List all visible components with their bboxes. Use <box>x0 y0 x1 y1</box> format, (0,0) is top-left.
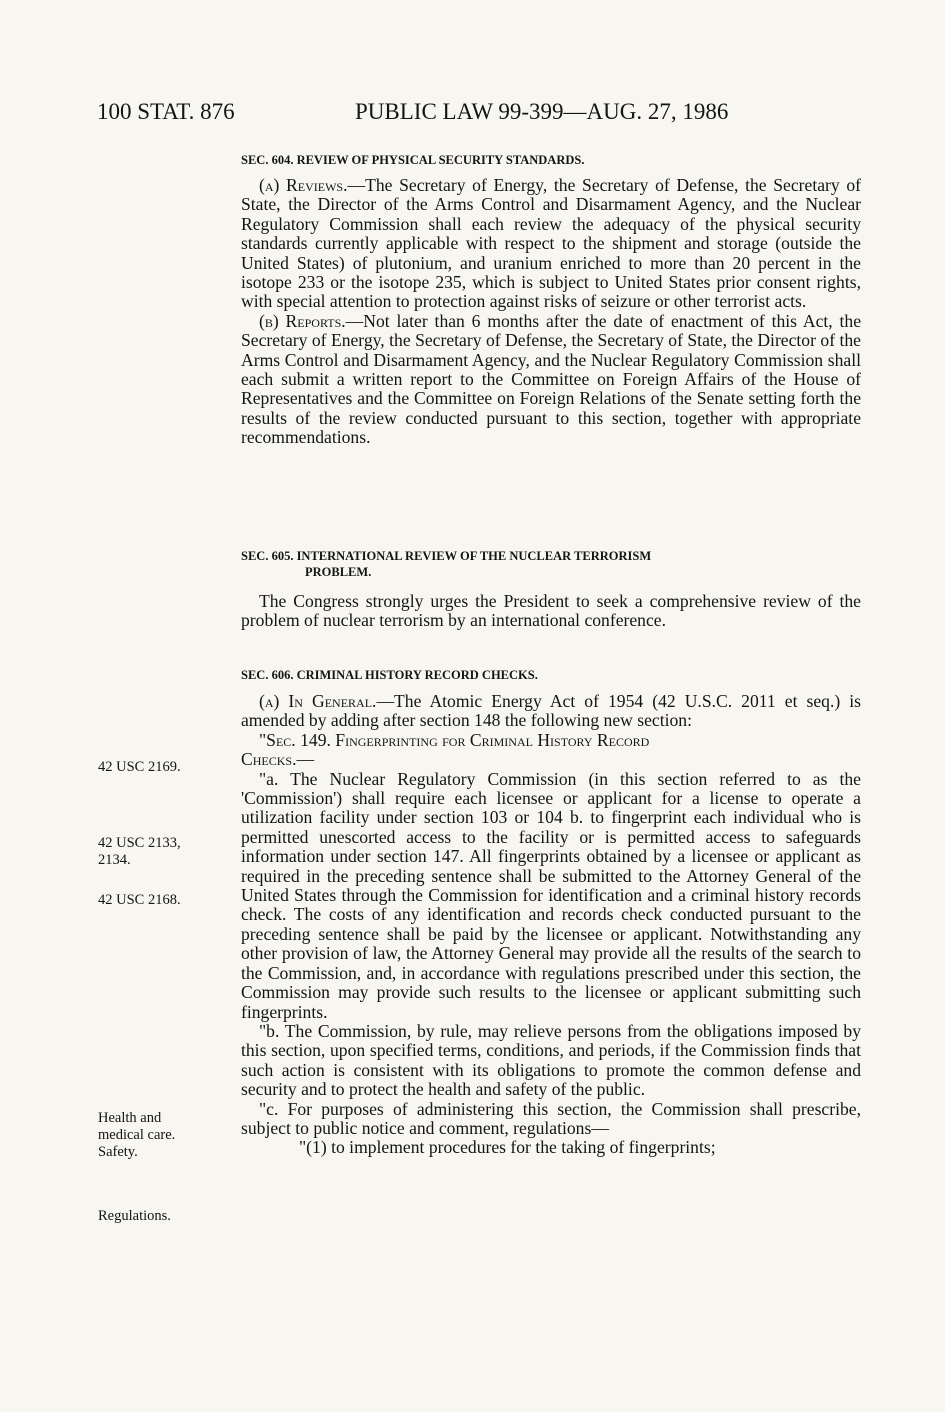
sec-605-heading: SEC. 605. INTERNATIONAL REVIEW OF THE NUCLEAR TERRORISM PROBLEM. <box>241 549 652 579</box>
sec-605-para: The Congress strongly urges the President to seek a comprehensive review of the problem of nuclear terrorism by an international conference. <box>241 591 861 631</box>
sec-149-para-c1: "(1) to implement procedures for the taking of fingerprints; <box>299 1137 716 1158</box>
sec-604-heading: SEC. 604. REVIEW OF PHYSICAL SECURITY STANDARDS. <box>241 153 585 167</box>
sec-604-body <box>241 176 861 448</box>
sec-604-para-b: (b) Reports.—Not later than 6 months after the date of enactment of this Act, the Secretary of Energy, the Secretary of Defense, the Secretary of State, the Director of the Arms Control and Disarmament Agency, and the Nuclear Regulatory Commission shall each submit a written report to the Committee on Foreign Affairs of the House of Representatives and the Committee on Foreign Relations of the Senate setting forth the results of the review conducted pursuant to this section, together with appropriate recommendations. <box>241 310 861 448</box>
sec-149-para-c: "c. For purposes of administering this section, the Commission shall prescribe, subject to public notice and comment, regulations— <box>241 1098 861 1138</box>
sec-149-heading: "Sec. 149. Fingerprinting for Criminal History Record Checks.— <box>241 729 650 770</box>
margin-note-regulations: Regulations. <box>98 1208 171 1224</box>
page-header <box>97 97 845 127</box>
margin-note-42-usc-2133: 42 USC 2133, 2134. <box>98 835 181 868</box>
sec-605-body <box>241 592 861 631</box>
sec-606-heading: SEC. 606. CRIMINAL HISTORY RECORD CHECKS. <box>241 668 538 682</box>
sec-606-para-a: (a) In General.—The Atomic Energy Act of 1954 (42 U.S.C. 2011 et seq.) is amended by adding after section 148 the following new section: <box>241 691 861 731</box>
margin-note-42-usc-2168: 42 USC 2168. <box>98 892 181 908</box>
sec-149-para-b: "b. The Commission, by rule, may relieve persons from the obligations imposed by this section, upon specified terms, conditions, and periods, if the Commission finds that such action is consistent with its obligations to promote the common defense and security and to protect the health and safety of the public. <box>241 1020 861 1100</box>
stat-page-reference: 100 STAT. 876 <box>97 99 235 124</box>
sec-149-para-a: "a. The Nuclear Regulatory Commission (in this section referred to as the 'Commission') shall require each licensee or applicant for a license to operate a utilization facility under section 103 or 104 b. to fingerprint each individual who is permitted unescorted access to the facility or is permitted access to safeguards information under section 147. All fingerprints obtained by a licensee or applicant as required in the preceding sentence shall be submitted to the Attorney General of the United States through the Commission for identification and a criminal history records check. The costs of any identification and records check conducted pursuant to the preceding sentence shall be paid by the licensee or applicant. Notwithstanding any other provision of law, the Attorney General may provide all the results of the search to the Commission, and, in accordance with regulations prescribed under this section, the Commission may provide such results to the licensee or applicant submitting such fingerprints. <box>241 768 861 1022</box>
sec-604-para-a: (a) Reviews.—The Secretary of Energy, the Secretary of Defense, the Secretary of State, the Director of the Arms Control and Disarmament Agency, and the Nuclear Regulatory Commission shall each review the adequacy of the physical security standards currently applicable with respect to the shipment and storage (outside the United States) of plutonium, and uranium enriched to more than 20 percent in the isotope 233 or the isotope 235, which is subject to United States prior consent rights, with special attention to protection against risks of seizure or other terrorist acts. <box>241 175 861 312</box>
margin-note-42-usc-2169: 42 USC 2169. <box>98 759 181 775</box>
margin-note-health-safety: Health and medical care. Safety. <box>98 1110 176 1160</box>
running-title: PUBLIC LAW 99-399—AUG. 27, 1986 <box>355 99 729 124</box>
sec-606-body <box>241 692 861 1158</box>
